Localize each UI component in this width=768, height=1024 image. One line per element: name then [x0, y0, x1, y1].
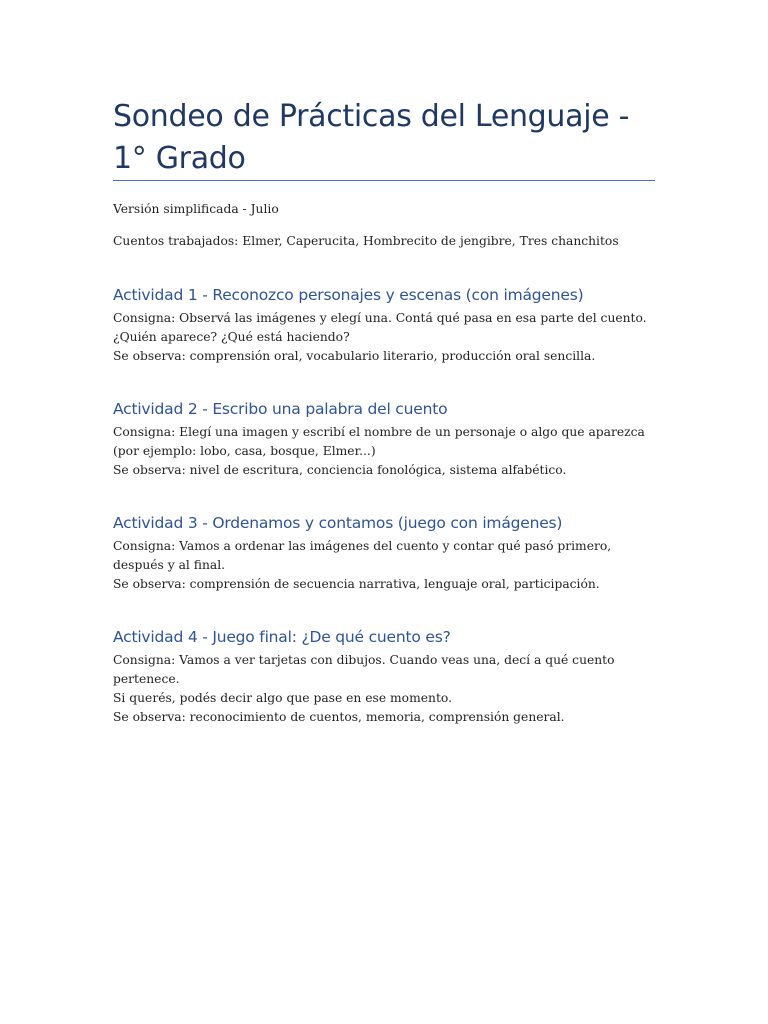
activity-consigna: Consigna: Observá las imágenes y elegí una. Contá qué pasa en esa parte del cuento. ¿Quién aparece? ¿Qué está haciendo?	[113, 311, 647, 344]
activity-observa: Se observa: comprensión de secuencia narrativa, lenguaje oral, participación.	[113, 577, 600, 591]
activity-consigna: Consigna: Vamos a ordenar las imágenes del cuento y contar qué pasó primero, después y al final.	[113, 539, 612, 572]
activity-observa: Se observa: nivel de escritura, conciencia fonológica, sistema alfabético.	[113, 463, 567, 477]
version-text: Versión simplificada - Julio	[113, 202, 279, 216]
activity-2	[113, 398, 656, 480]
activity-1	[113, 284, 656, 366]
activity-consigna: Consigna: Vamos a ver tarjetas con dibujos. Cuando veas una, decí a qué cuento pertenece.	[113, 653, 615, 686]
activity-observa: Se observa: comprensión oral, vocabulario literario, producción oral sencilla.	[113, 349, 596, 363]
document-title: Sondeo de Prácticas del Lenguaje - 1° Grado	[113, 99, 630, 176]
activity-heading: Actividad 2 - Escribo una palabra del cuento	[113, 400, 448, 418]
activity-heading: Actividad 1 - Reconozco personajes y escenas (con imágenes)	[113, 286, 584, 304]
activity-observa: Se observa: reconocimiento de cuentos, memoria, comprensión general.	[113, 710, 565, 724]
activity-4	[113, 626, 656, 727]
activity-3	[113, 512, 656, 594]
activity-extra: Si querés, podés decir algo que pase en ese momento.	[113, 691, 452, 705]
title-underline	[113, 180, 655, 181]
activity-consigna: Consigna: Elegí una imagen y escribí el nombre de un personaje o algo que aparezca (por ejemplo: lobo, casa, bosque, Elmer...)	[113, 425, 645, 458]
stories-text: Cuentos trabajados: Elmer, Caperucita, Hombrecito de jengibre, Tres chanchitos	[113, 234, 619, 248]
activity-heading: Actividad 4 - Juego final: ¿De qué cuento es?	[113, 628, 451, 646]
activity-heading: Actividad 3 - Ordenamos y contamos (juego con imágenes)	[113, 514, 563, 532]
